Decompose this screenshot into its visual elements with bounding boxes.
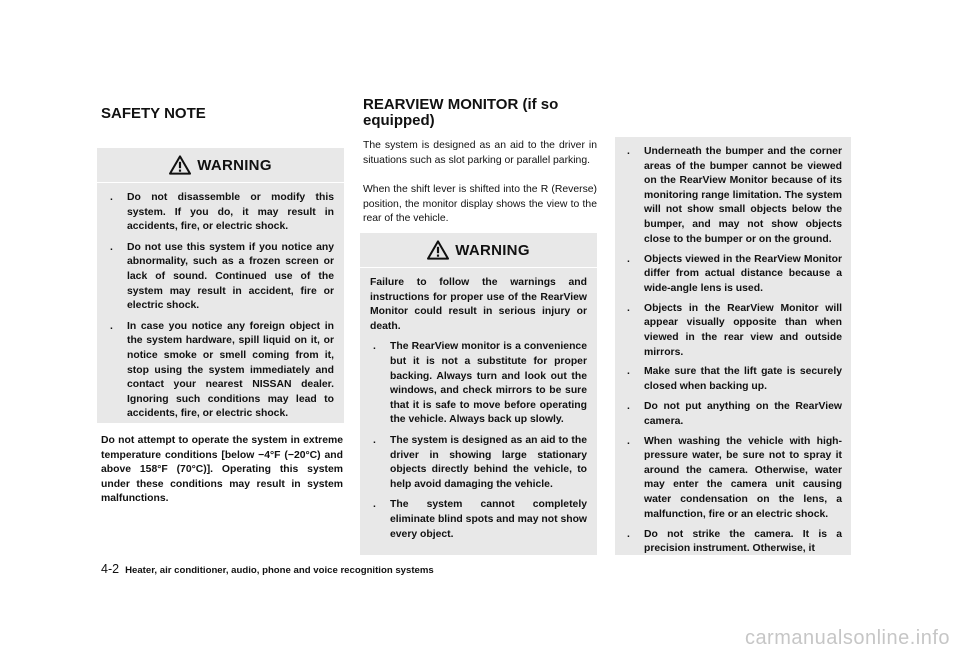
list-item: . Do not strike the camera. It is a precision instrument. Otherwise, it (627, 528, 842, 555)
list-item: . When washing the vehicle with high-pressure water, be sure not to spray it around the camera. Otherwise, water may enter the camera unit causing water condensation on the lens, a malfunction, fire or an electric shock. (627, 435, 842, 520)
warning-triangle-icon (169, 155, 191, 175)
warning-header (97, 148, 344, 183)
list-item: . The system cannot completely eliminate blind spots and may not show every object. (373, 499, 587, 540)
intro-paragraph: The system is designed as an aid to the driver in situations such as slot parking or parallel parking. (363, 140, 597, 166)
page-number: 4-2 (101, 562, 120, 576)
list-item: . Do not disassemble or modify this system. If you do, it may result in accidents, fire, or electric shock. (110, 192, 334, 233)
page-footer (101, 562, 434, 576)
shift-paragraph: When the shift lever is shifted into the R (Reverse) position, the monitor display shows the view to the rear of the vehicle. (363, 184, 597, 225)
warning-label: WARNING (197, 156, 272, 174)
bullet-mark: . (373, 499, 376, 511)
chapter-title: Heater, air conditioner, audio, phone and voice recognition systems (125, 565, 434, 576)
list-item: . Do not use this system if you notice any abnormality, such as a frozen screen or lack of sound. Continued use of the system may result in accident, fire or electric shock. (110, 241, 334, 312)
section-title-rearview-monitor: REARVIEW MONITOR (if so equipped) (363, 96, 559, 129)
bullet-mark: . (627, 435, 630, 447)
warning-box-continued (615, 137, 851, 555)
watermark: carmanualsonline.info (744, 627, 950, 649)
list-item: . The RearView monitor is a convenience but it is not a substitute for proper backing. Always turn and look out the windows, and check mirrors to be sure that it is safe to move before operating the vehicle. Always back up slowly. (373, 341, 587, 426)
warning-header (360, 233, 597, 268)
warning-list (624, 145, 842, 557)
warning-intro: Failure to follow the warnings and instructions for proper use of the RearView Monitor could result in serious injury or death. (370, 277, 587, 332)
bullet-mark: . (627, 302, 630, 314)
list-item: . Objects viewed in the RearView Monitor differ from actual distance because a wide-angle lens is used. (627, 253, 842, 294)
bullet-mark: . (627, 146, 630, 157)
bullet-mark: . (110, 241, 113, 253)
warning-label: WARNING (455, 241, 530, 259)
bullet-mark: . (627, 401, 630, 413)
bullet-mark: . (110, 320, 113, 332)
warning-triangle-icon (427, 240, 449, 260)
warning-list (370, 340, 587, 542)
list-item: . Underneath the bumper and the corner areas of the bumper cannot be viewed on the RearView Monitor because of its monitoring range limitation. The system will not show small objects below the bumper, and may not show objects close to the bumper or on the ground. (627, 146, 842, 245)
warning-box-rearview (360, 233, 597, 555)
bullet-mark: . (627, 528, 630, 540)
list-item: . Objects in the RearView Monitor will appear visually opposite than when viewed in the rear view and outside mirrors. (627, 302, 842, 358)
list-item: . Make sure that the lift gate is securely closed when backing up. (627, 366, 842, 393)
section-title-safety-note: SAFETY NOTE (101, 105, 206, 122)
bullet-mark: . (627, 366, 630, 378)
list-item: . In case you notice any foreign object in the system hardware, spill liquid on it, or notice smoke or smell coming from it, stop using the system immediately and contact your nearest NISSAN dealer. Ignoring such conditions may lead to accidents, fire, or electric shock. (110, 320, 334, 420)
box-top-spacer (624, 137, 842, 145)
bullet-mark: . (373, 341, 376, 353)
warning-list (107, 191, 334, 422)
list-item: . The system is designed as an aid to the driver in showing large stationary objects directly behind the vehicle, to help avoid damaging the vehicle. (373, 434, 587, 490)
list-item: . Do not put anything on the RearView camera. (627, 401, 842, 427)
temperature-note: Do not attempt to operate the system in extreme temperature conditions [below −4°F (−20°C) and above 158°F (70°C)]. Operating this system under these conditions may result in system malfunctions. (101, 435, 343, 505)
bullet-mark: . (627, 253, 630, 265)
bullet-mark: . (110, 192, 113, 203)
bullet-mark: . (373, 434, 376, 446)
warning-box-safety (97, 148, 344, 423)
